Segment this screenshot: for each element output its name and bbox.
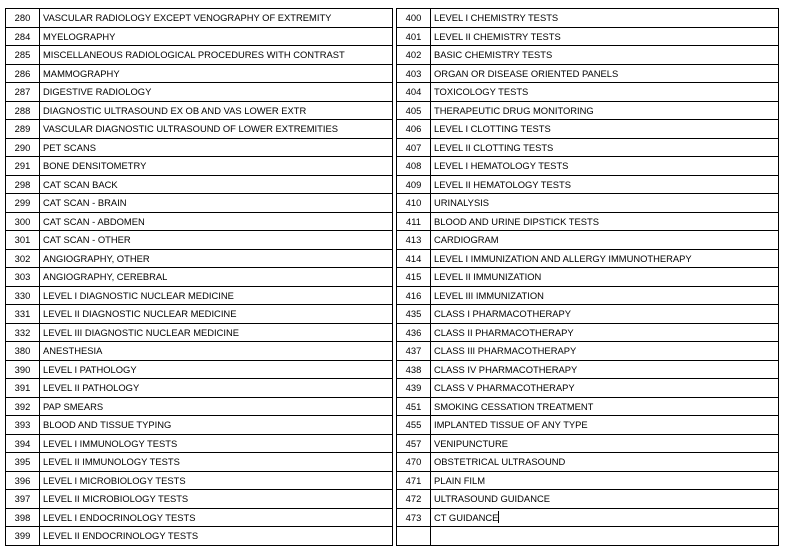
right-description-cell[interactable]: OBSTETRICAL ULTRASOUND [431, 453, 779, 472]
left-code-cell[interactable]: 298 [6, 175, 40, 194]
table-row [6, 120, 779, 139]
right-code-cell[interactable]: 471 [397, 471, 431, 490]
left-description-cell[interactable]: MISCELLANEOUS RADIOLOGICAL PROCEDURES WITH CONTRAST [40, 46, 393, 65]
right-description-cell[interactable]: CLASS II PHARMACOTHERAPY [431, 323, 779, 342]
right-description-cell[interactable]: ORGAN OR DISEASE ORIENTED PANELS [431, 64, 779, 83]
left-description-cell[interactable]: PAP SMEARS [40, 397, 393, 416]
left-description-cell[interactable]: LEVEL II DIAGNOSTIC NUCLEAR MEDICINE [40, 305, 393, 324]
right-description-cell[interactable]: LEVEL III IMMUNIZATION [431, 286, 779, 305]
right-code-cell[interactable]: 451 [397, 397, 431, 416]
table-row [6, 360, 779, 379]
left-code-cell[interactable]: 280 [6, 9, 40, 28]
left-code-cell[interactable]: 394 [6, 434, 40, 453]
left-description-cell[interactable]: LEVEL I IMMUNOLOGY TESTS [40, 434, 393, 453]
table-row [6, 305, 779, 324]
left-description-cell[interactable]: MAMMOGRAPHY [40, 64, 393, 83]
table-row [6, 471, 779, 490]
left-description-cell[interactable]: CAT SCAN BACK [40, 175, 393, 194]
left-description-cell[interactable]: CAT SCAN - ABDOMEN [40, 212, 393, 231]
left-code-cell[interactable]: 302 [6, 249, 40, 268]
left-code-cell[interactable]: 391 [6, 379, 40, 398]
left-description-cell[interactable]: VASCULAR RADIOLOGY EXCEPT VENOGRAPHY OF EXTREMITY [40, 9, 393, 28]
right-description-cell[interactable]: LEVEL II CHEMISTRY TESTS [431, 27, 779, 46]
table-row [6, 194, 779, 213]
right-code-cell[interactable]: 438 [397, 360, 431, 379]
right-code-cell[interactable]: 405 [397, 101, 431, 120]
left-code-cell[interactable]: 289 [6, 120, 40, 139]
right-code-cell[interactable]: 413 [397, 231, 431, 250]
left-description-cell[interactable]: LEVEL II IMMUNOLOGY TESTS [40, 453, 393, 472]
table-row [6, 64, 779, 83]
right-description-cell[interactable]: LEVEL II CLOTTING TESTS [431, 138, 779, 157]
left-description-cell[interactable]: LEVEL II MICROBIOLOGY TESTS [40, 490, 393, 509]
left-description-cell[interactable]: BONE DENSITOMETRY [40, 157, 393, 176]
right-description-cell[interactable]: CLASS III PHARMACOTHERAPY [431, 342, 779, 361]
left-description-cell[interactable]: ANGIOGRAPHY, OTHER [40, 249, 393, 268]
left-code-cell[interactable]: 284 [6, 27, 40, 46]
table-row [6, 453, 779, 472]
right-description-cell[interactable]: SMOKING CESSATION TREATMENT [431, 397, 779, 416]
left-description-cell[interactable]: DIAGNOSTIC ULTRASOUND EX OB AND VAS LOWER EXTR [40, 101, 393, 120]
right-description-cell[interactable]: URINALYSIS [431, 194, 779, 213]
table-row [6, 527, 779, 546]
table-row [6, 9, 779, 28]
left-code-cell[interactable]: 399 [6, 527, 40, 546]
left-description-cell[interactable]: LEVEL III DIAGNOSTIC NUCLEAR MEDICINE [40, 323, 393, 342]
right-code-cell[interactable]: 411 [397, 212, 431, 231]
right-description-cell[interactable]: LEVEL II IMMUNIZATION [431, 268, 779, 287]
right-description-cell[interactable]: LEVEL II HEMATOLOGY TESTS [431, 175, 779, 194]
right-code-cell[interactable]: 415 [397, 268, 431, 287]
right-code-cell[interactable]: 414 [397, 249, 431, 268]
right-code-cell[interactable]: 409 [397, 175, 431, 194]
right-code-cell[interactable]: 410 [397, 194, 431, 213]
table-row [6, 46, 779, 65]
table-row [6, 27, 779, 46]
right-description-cell[interactable]: VENIPUNCTURE [431, 434, 779, 453]
table-row [6, 175, 779, 194]
right-description-cell[interactable]: BLOOD AND URINE DIPSTICK TESTS [431, 212, 779, 231]
left-code-cell[interactable]: 398 [6, 508, 40, 527]
left-description-cell[interactable]: ANGIOGRAPHY, CEREBRAL [40, 268, 393, 287]
table-row [6, 416, 779, 435]
right-description-cell[interactable]: CLASS I PHARMACOTHERAPY [431, 305, 779, 324]
left-code-cell[interactable]: 287 [6, 83, 40, 102]
left-description-cell[interactable]: CAT SCAN - OTHER [40, 231, 393, 250]
right-description-cell[interactable]: LEVEL I CLOTTING TESTS [431, 120, 779, 139]
right-description-cell[interactable]: CARDIOGRAM [431, 231, 779, 250]
left-description-cell[interactable]: LEVEL I PATHOLOGY [40, 360, 393, 379]
left-code-cell[interactable]: 390 [6, 360, 40, 379]
table-row [6, 101, 779, 120]
right-description-cell[interactable]: LEVEL I IMMUNIZATION AND ALLERGY IMMUNOTHERAPY [431, 249, 779, 268]
left-code-cell[interactable]: 286 [6, 64, 40, 83]
left-description-cell[interactable]: ANESTHESIA [40, 342, 393, 361]
table-row [6, 342, 779, 361]
text-cursor [498, 511, 499, 523]
left-code-cell[interactable]: 330 [6, 286, 40, 305]
left-description-cell[interactable]: CAT SCAN - BRAIN [40, 194, 393, 213]
left-code-cell[interactable]: 300 [6, 212, 40, 231]
left-code-cell[interactable]: 332 [6, 323, 40, 342]
right-code-cell[interactable]: 402 [397, 46, 431, 65]
right-code-cell[interactable]: 473 [397, 508, 431, 527]
table-row [6, 268, 779, 287]
left-description-cell[interactable]: LEVEL II PATHOLOGY [40, 379, 393, 398]
left-code-cell[interactable]: 393 [6, 416, 40, 435]
table-row [6, 434, 779, 453]
left-description-cell[interactable]: LEVEL I MICROBIOLOGY TESTS [40, 471, 393, 490]
right-code-cell[interactable]: 406 [397, 120, 431, 139]
right-code-cell[interactable] [397, 527, 431, 546]
right-code-cell[interactable]: 404 [397, 83, 431, 102]
table-row [6, 212, 779, 231]
table-row [6, 379, 779, 398]
right-code-cell[interactable]: 408 [397, 157, 431, 176]
right-description-cell[interactable]: PLAIN FILM [431, 471, 779, 490]
table-row [6, 157, 779, 176]
table-row [6, 231, 779, 250]
right-description-cell[interactable]: TOXICOLOGY TESTS [431, 83, 779, 102]
right-description-cell[interactable]: CLASS V PHARMACOTHERAPY [431, 379, 779, 398]
left-code-cell[interactable]: 290 [6, 138, 40, 157]
right-code-cell[interactable]: 401 [397, 27, 431, 46]
left-code-cell[interactable]: 301 [6, 231, 40, 250]
table-row [6, 249, 779, 268]
right-code-cell[interactable]: 437 [397, 342, 431, 361]
right-code-cell[interactable]: 455 [397, 416, 431, 435]
table-row [6, 508, 779, 527]
left-description-cell[interactable]: MYELOGRAPHY [40, 27, 393, 46]
right-code-cell[interactable]: 472 [397, 490, 431, 509]
left-code-cell[interactable]: 299 [6, 194, 40, 213]
left-description-cell[interactable]: BLOOD AND TISSUE TYPING [40, 416, 393, 435]
right-description-cell[interactable]: IMPLANTED TISSUE OF ANY TYPE [431, 416, 779, 435]
right-description-cell[interactable]: LEVEL I CHEMISTRY TESTS [431, 9, 779, 28]
right-code-cell[interactable]: 435 [397, 305, 431, 324]
left-description-cell[interactable]: PET SCANS [40, 138, 393, 157]
left-code-cell[interactable]: 395 [6, 453, 40, 472]
left-code-cell[interactable]: 331 [6, 305, 40, 324]
left-code-cell[interactable]: 291 [6, 157, 40, 176]
code-table [5, 8, 779, 546]
left-code-cell[interactable]: 285 [6, 46, 40, 65]
right-description-cell[interactable]: LEVEL I HEMATOLOGY TESTS [431, 157, 779, 176]
left-description-cell[interactable]: LEVEL II ENDOCRINOLOGY TESTS [40, 527, 393, 546]
left-code-cell[interactable]: 392 [6, 397, 40, 416]
right-description-cell[interactable]: BASIC CHEMISTRY TESTS [431, 46, 779, 65]
table-row [6, 83, 779, 102]
left-code-cell[interactable]: 396 [6, 471, 40, 490]
left-code-cell[interactable]: 397 [6, 490, 40, 509]
left-description-cell[interactable]: LEVEL I ENDOCRINOLOGY TESTS [40, 508, 393, 527]
right-description-cell[interactable]: CLASS IV PHARMACOTHERAPY [431, 360, 779, 379]
right-code-cell[interactable]: 407 [397, 138, 431, 157]
right-code-cell[interactable]: 416 [397, 286, 431, 305]
right-description-cell[interactable]: ULTRASOUND GUIDANCE [431, 490, 779, 509]
right-code-cell[interactable]: 457 [397, 434, 431, 453]
code-table-body [6, 9, 779, 546]
right-description-cell[interactable]: THERAPEUTIC DRUG MONITORING [431, 101, 779, 120]
table-row [6, 397, 779, 416]
right-description-cell[interactable]: CT GUIDANCE [431, 508, 779, 527]
left-code-cell[interactable]: 380 [6, 342, 40, 361]
right-code-cell[interactable]: 470 [397, 453, 431, 472]
left-description-cell[interactable]: LEVEL I DIAGNOSTIC NUCLEAR MEDICINE [40, 286, 393, 305]
left-description-cell[interactable]: VASCULAR DIAGNOSTIC ULTRASOUND OF LOWER EXTREMITIES [40, 120, 393, 139]
table-row [6, 138, 779, 157]
table-row [6, 286, 779, 305]
right-code-cell[interactable]: 403 [397, 64, 431, 83]
right-description-cell[interactable] [431, 527, 779, 546]
left-description-cell[interactable]: DIGESTIVE RADIOLOGY [40, 83, 393, 102]
left-code-cell[interactable]: 303 [6, 268, 40, 287]
table-row [6, 323, 779, 342]
left-code-cell[interactable]: 288 [6, 101, 40, 120]
right-code-cell[interactable]: 436 [397, 323, 431, 342]
table-row [6, 490, 779, 509]
right-code-cell[interactable]: 400 [397, 9, 431, 28]
right-code-cell[interactable]: 439 [397, 379, 431, 398]
